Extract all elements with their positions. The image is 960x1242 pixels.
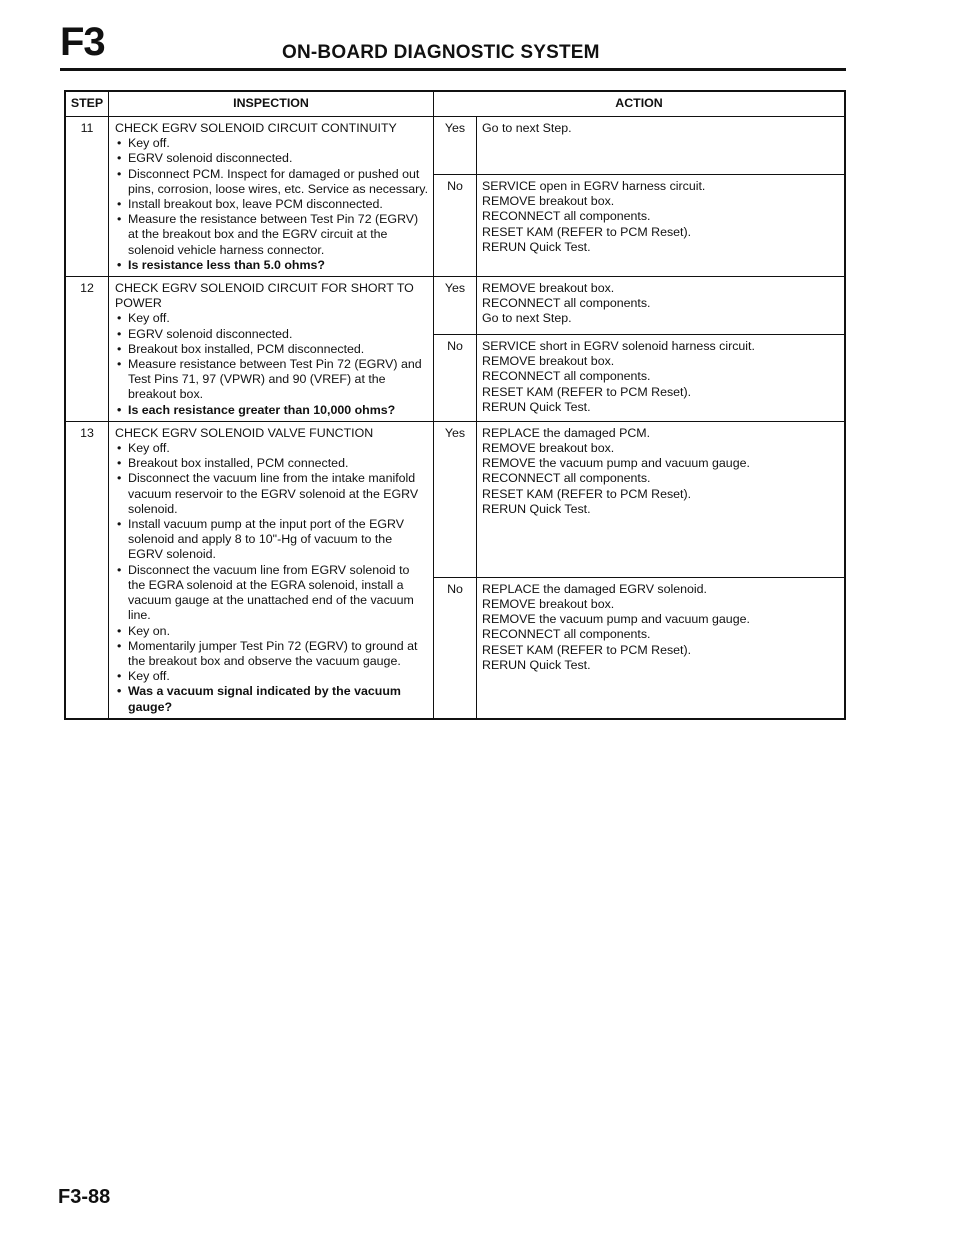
result-label: Yes [434,422,477,577]
table-row-step-11 [66,117,844,277]
result-action: REPLACE the damaged EGRV solenoid. REMOVE breakout box. REMOVE the vacuum pump and vacuum gauge. RECONNECT all components. RESET KAM (REFER to PCM Reset). RERUN Quick Test. [482,581,750,672]
diagnostic-table [64,90,846,720]
inspection-item: • Key off. [115,311,429,326]
inspection-title: CHECK EGRV SOLENOID CIRCUIT CONTINUITY [115,121,397,135]
inspection-item: • Disconnect the vacuum line from the intake manifold vacuum reservoir to the EGRV solenoid at the EGRV solenoid. [115,471,429,517]
result-no [434,175,844,276]
column-header-action: ACTION [615,96,663,111]
section-code: F3 [60,20,105,64]
table-row-step-13 [66,422,844,718]
inspection-cell [109,117,434,276]
inspection-item: • Key off. [115,441,429,456]
inspection-title: CHECK EGRV SOLENOID VALVE FUNCTION [115,425,374,440]
table-header [66,92,844,117]
result-no [434,578,844,718]
inspection-item: • Key off. [115,669,429,684]
inspection-item: • Momentarily jumper Test Pin 72 (EGRV) to ground at the breakout box and observe the vacuum gauge. [115,639,429,669]
inspection-cell [109,277,434,421]
result-yes [434,277,844,335]
inspection-cell [109,422,434,718]
inspection-item: • Measure the resistance between Test Pin 72 (EGRV) at the breakout box and the EGRV circuit at the solenoid vehicle harness connector. [115,212,429,258]
page-title: ON-BOARD DIAGNOSTIC SYSTEM [282,42,600,63]
inspection-item: • Key on. [115,624,429,639]
inspection-item: • EGRV solenoid disconnected. [115,327,429,342]
result-label: Yes [434,277,477,334]
result-action: Go to next Step. [482,121,572,135]
result-action: SERVICE open in EGRV harness circuit. REMOVE breakout box. RECONNECT all components. RESET KAM (REFER to PCM Reset). RERUN Quick Test. [482,179,706,254]
inspection-item: • EGRV solenoid disconnected. [115,151,429,166]
result-action: SERVICE short in EGRV solenoid harness circuit. REMOVE breakout box. RECONNECT all components. RESET KAM (REFER to PCM Reset). RERUN Quick Test. [482,339,755,414]
result-action: REPLACE the damaged PCM. REMOVE breakout box. REMOVE the vacuum pump and vacuum gauge. RECONNECT all components. RESET KAM (REFER to PCM Reset). RERUN Quick Test. [482,425,750,516]
results-cell [434,277,844,421]
inspection-list [115,311,429,417]
result-label: No [434,175,477,276]
step-number: 12 [66,277,109,421]
table-row-step-12 [66,277,844,422]
column-header-step: STEP [66,92,109,116]
inspection-item: • Breakout box installed, PCM connected. [115,456,429,471]
inspection-question: • Is each resistance greater than 10,000 ohms? [115,403,429,418]
inspection-item: • Key off. [115,136,429,151]
header-rule [60,68,846,71]
inspection-list [115,136,429,273]
inspection-item: • Disconnect the vacuum line from EGRV solenoid to the EGRA solenoid at the EGRA solenoid, install a vacuum gauge at the unattached end of the vacuum line. [115,563,429,624]
inspection-item: • Breakout box installed, PCM disconnected. [115,342,429,357]
inspection-question: • Is resistance less than 5.0 ohms? [115,258,429,273]
inspection-item: • Install breakout box, leave PCM disconnected. [115,197,429,212]
step-number: 13 [66,422,109,718]
inspection-item: • Disconnect PCM. Inspect for damaged or pushed out pins, corrosion, loose wires, etc. Service as necessary. [115,167,429,197]
results-cell [434,422,844,718]
inspection-list [115,441,429,715]
result-label: No [434,578,477,718]
results-cell [434,117,844,276]
result-no [434,335,844,421]
inspection-item: • Install vacuum pump at the input port of the EGRV solenoid and apply 8 to 10"-Hg of vacuum to the EGRV solenoid. [115,517,429,563]
step-number: 11 [66,117,109,276]
result-label: No [434,335,477,421]
result-yes [434,117,844,175]
page-number: F3-88 [58,1186,111,1208]
inspection-question: • Was a vacuum signal indicated by the vacuum gauge? [115,684,429,714]
inspection-item: • Measure resistance between Test Pin 72 (EGRV) and Test Pins 71, 97 (VPWR) and 90 (VREF) at the breakout box. [115,357,429,403]
result-label: Yes [434,117,477,174]
result-yes [434,422,844,578]
inspection-title: CHECK EGRV SOLENOID CIRCUIT FOR SHORT TO POWER [115,281,414,311]
column-header-inspection: INSPECTION [109,92,434,116]
result-action: REMOVE breakout box. RECONNECT all components. Go to next Step. [482,281,651,326]
